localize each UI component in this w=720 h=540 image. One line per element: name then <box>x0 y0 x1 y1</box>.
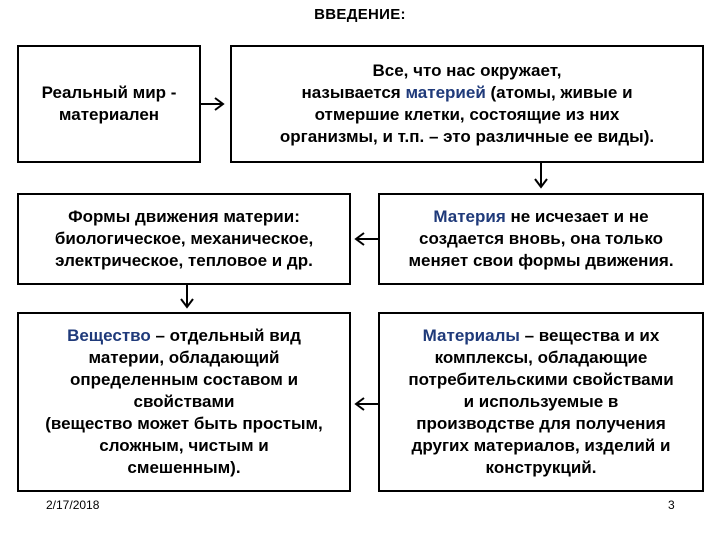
matter-conservation-line-1 <box>408 206 673 228</box>
matter-conservation-line-3: меняет свои формы движения. <box>408 251 674 270</box>
materials-line-1 <box>408 325 673 347</box>
matter-conservation-line-2: создается вновь, она только <box>418 229 663 248</box>
arrow-right-icon <box>201 98 223 110</box>
substance-line-1 <box>45 325 323 347</box>
materials-line-5: производстве для получения <box>416 414 666 433</box>
forms-of-motion-box <box>17 193 351 285</box>
materials-line-7: конструкций. <box>485 458 597 477</box>
matter-definition-line-2 <box>280 82 654 104</box>
materials-line-3: потребительскими свойствами <box>408 370 674 389</box>
matter-definition-line-3: отмершие клетки, состоящие из них <box>314 105 620 124</box>
substance-line-6: сложным, чистым и <box>99 436 269 455</box>
matter-term: материей <box>405 83 486 102</box>
materials-line-6: других материалов, изделий и <box>411 436 671 455</box>
real-world-box <box>17 45 201 163</box>
substance-line-5: (вещество может быть простым, <box>45 414 323 433</box>
matter-conservation-line-1-post: не исчезает и не <box>505 207 649 226</box>
matter-conservation-term: Материя <box>433 207 506 226</box>
matter-conservation-box <box>378 193 704 285</box>
real-world-text: Реальный мир - материален <box>41 83 177 124</box>
substance-line-7: смешенным). <box>127 458 241 477</box>
arrow-left-icon <box>356 398 378 410</box>
matter-definition-line-2-pre: называется <box>301 83 406 102</box>
substance-line-3: определенным составом и <box>69 370 299 389</box>
matter-definition-line-1: Все, что нас окружает, <box>372 61 562 80</box>
substance-term: Вещество <box>67 326 151 345</box>
slide-title: ВВЕДЕНИЕ: <box>314 6 406 23</box>
arrow-down-icon <box>535 163 547 187</box>
matter-definition-line-4: организмы, и т.п. – это различные ее виды). <box>279 127 655 146</box>
materials-line-4: и используемые в <box>463 392 619 411</box>
arrow-down-icon <box>181 285 193 307</box>
substance-line-2: материи, обладающий <box>88 348 280 367</box>
arrow-left-icon <box>356 233 378 245</box>
substance-box <box>17 312 351 492</box>
matter-definition-line-2-post: (атомы, живые и <box>485 83 633 102</box>
page-number: 3 <box>668 498 675 512</box>
materials-term: Материалы <box>422 326 520 345</box>
materials-line-2: комплексы, обладающие <box>434 348 648 367</box>
substance-line-4: свойствами <box>133 392 235 411</box>
slide-date: 2/17/2018 <box>46 498 100 512</box>
forms-of-motion-line-1: Формы движения материи: <box>68 207 300 226</box>
materials-box <box>378 312 704 492</box>
substance-line-1-post: – отдельный вид <box>150 326 301 345</box>
forms-of-motion-line-2: биологическое, механическое, <box>54 229 314 248</box>
forms-of-motion-line-3: электрическое, тепловое и др. <box>55 251 313 270</box>
matter-definition-box <box>230 45 704 163</box>
materials-line-1-post: – вещества и их <box>519 326 660 345</box>
